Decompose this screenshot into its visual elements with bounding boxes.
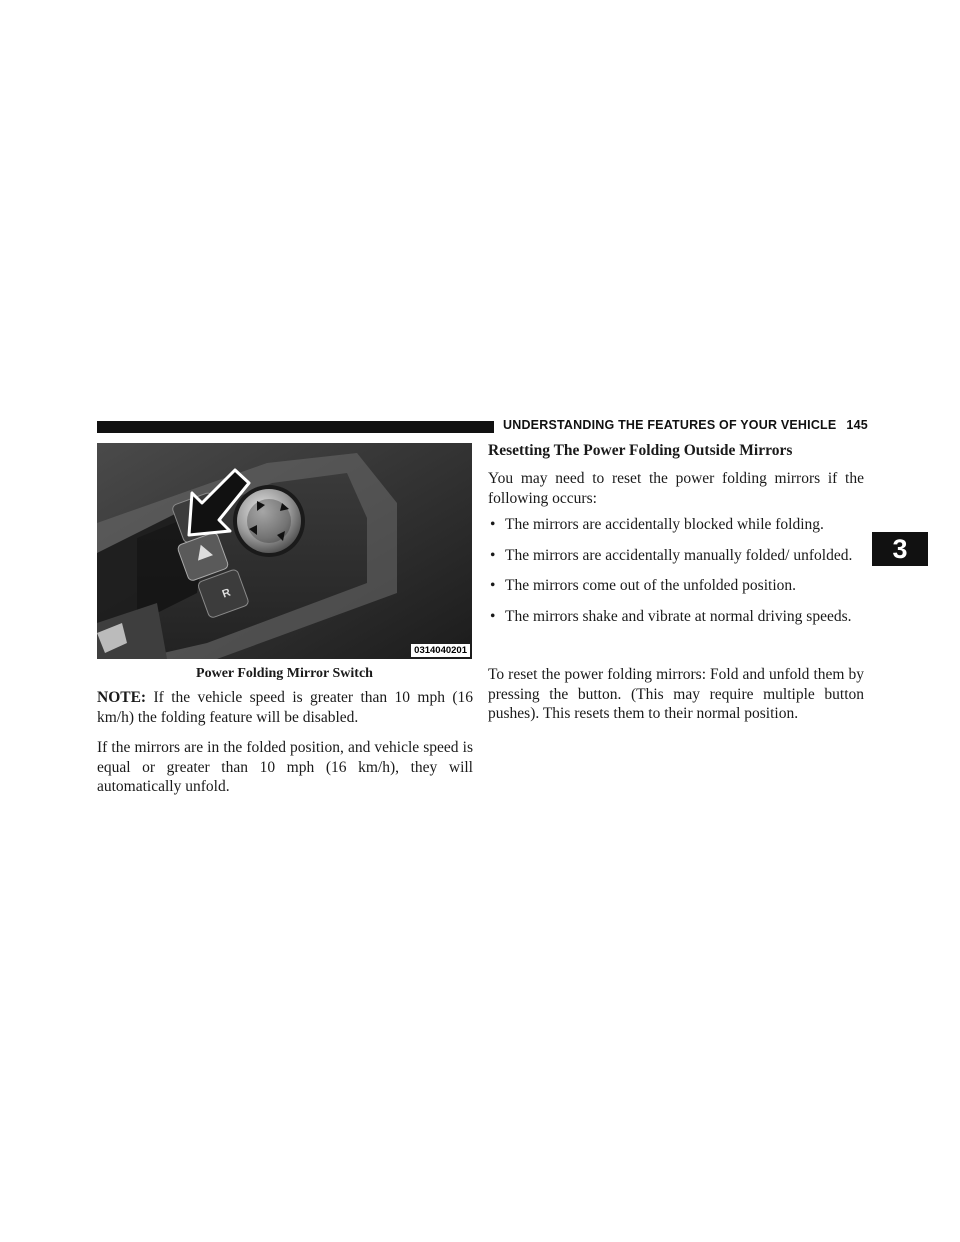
list-item: • The mirrors are accidentally manually folded/ unfolded. <box>488 546 864 566</box>
chapter-tab: 3 <box>872 532 928 566</box>
note-paragraph <box>97 688 473 727</box>
unfold-paragraph: If the mirrors are in the folded position, and vehicle speed is equal or greater than 10 mph (16 km/h), they will automatically unfold. <box>97 739 473 795</box>
list-item: • The mirrors come out of the unfolded position. <box>488 576 864 596</box>
svg-text:R: R <box>220 586 233 601</box>
conditions-list <box>488 515 864 637</box>
running-header <box>503 418 868 432</box>
note-text: If the vehicle speed is greater than 10 mph (16 km/h) the folding feature will be disabled. <box>97 689 473 726</box>
section-heading: Resetting The Power Folding Outside Mirrors <box>488 442 793 459</box>
mirror-switch-illustration <box>97 443 472 659</box>
figure-caption: Power Folding Mirror Switch <box>196 666 373 681</box>
list-item: • The mirrors shake and vibrate at normal driving speeds. <box>488 607 864 627</box>
page-number: 145 <box>846 418 868 432</box>
reset-instructions: To reset the power folding mirrors: Fold and unfold them by pressing the button. (This may require multiple button pushes). This resets them to their normal position. <box>488 666 864 722</box>
mirror-switch-photo <box>97 443 472 659</box>
header-section-title: UNDERSTANDING THE FEATURES OF YOUR VEHICLE <box>503 418 837 432</box>
header-rule <box>97 421 494 433</box>
list-item: • The mirrors are accidentally blocked while folding. <box>488 515 864 535</box>
intro-paragraph: You may need to reset the power folding mirrors if the following occurs: <box>488 470 864 507</box>
note-label: NOTE: <box>97 689 147 706</box>
figure-code: 0314040201 <box>411 644 470 657</box>
